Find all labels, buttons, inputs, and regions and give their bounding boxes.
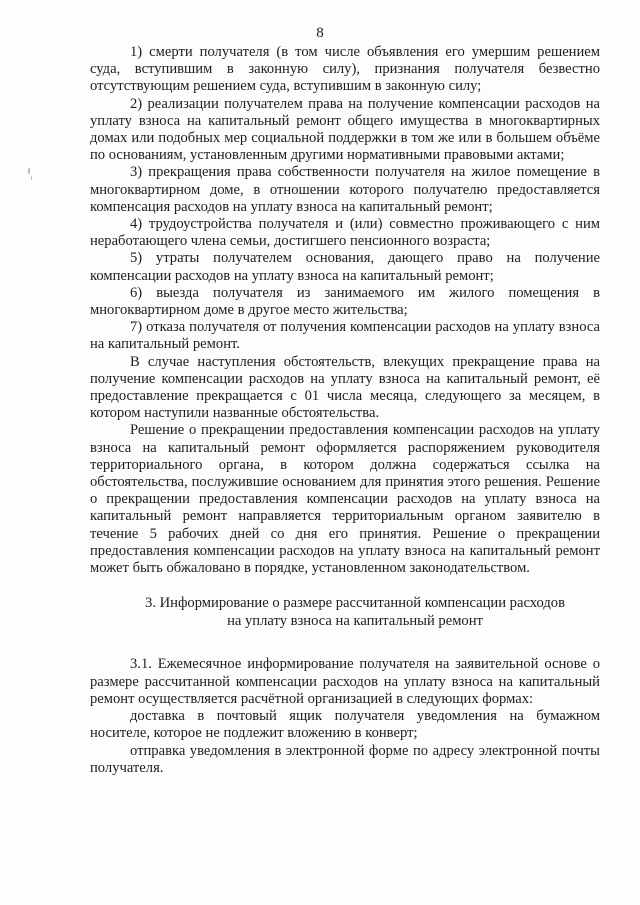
paragraph-item-5: 5) утраты получателем основания, дающего право на получение компенсации расходов на уплату взноса на капитальный ремонт;: [90, 250, 600, 284]
section-3-heading-line-1: 3. Информирование о размере рассчитанной компенсации расходов: [145, 595, 565, 612]
page-number: 8: [316, 25, 324, 41]
scan-mark: [28, 168, 30, 174]
paragraph-termination-decision: Решение о прекращении предоставления компенсации расходов на уплату взноса на капитальный ремонт оформляется распоряжением руководителя территориального органа, в котором должна содержаться ссылка на обстоятельства, послужившие основанием для принятия этого решения. Решение о прекращении предоставления компенсации расходов на уплату взноса на капитальный ремонт направляется территориальным органом заявителю в течение 5 рабочих дней со дня его принятия. Решение о прекращении предоставления компенсации расходов на уплату взноса на капитальный ремонт может быть обжаловано в порядке, установленном законодательством.: [90, 422, 600, 577]
paragraph-item-1: 1) смерти получателя (в том числе объявления его умершим решением суда, вступившим в законную силу), признания получателя безвестно отсутствующим решением суда, вступившим в законную силу;: [90, 44, 600, 95]
section-3-heading-line-2: на уплату взноса на капитальный ремонт: [227, 612, 483, 629]
paragraph-item-6: 6) выезда получателя из занимаемого им жилого помещения в многоквартирном доме в другое место жительства;: [90, 284, 600, 319]
paragraph-termination-date: В случае наступления обстоятельств, влекущих прекращение права на получение компенсации расходов на уплату взноса на капитальный ремонт, её предоставление прекращается с 01 числа месяца, следующего за месяцем, в котором наступили названные обстоятельства.: [90, 353, 600, 422]
paragraph-email-delivery: отправка уведомления в электронной форме по адресу электронной почты получателя.: [90, 742, 600, 776]
paragraph-mail-delivery: доставка в почтовый ящик получателя уведомления на бумажном носителе, которое не подлежит вложению в конверт;: [90, 708, 600, 742]
paragraph-item-7: 7) отказа получателя от получения компенсации расходов на уплату взноса на капитальный ремонт.: [90, 319, 600, 353]
paragraph-3-1: 3.1. Ежемесячное информирование получателя на заявительной основе о размере рассчитанной компенсации расходов на уплату взноса на капитальный ремонт осуществляется расчётной организацией в следующих формах:: [90, 656, 600, 707]
paragraph-item-3: 3) прекращения права собственности получателя на жилое помещение в многоквартирном доме, в отношении которого получателю предоставляется компенсация расходов на уплату взноса на капитальный ремонт;: [90, 164, 600, 215]
section-3-heading: [90, 595, 600, 630]
scan-mark: [31, 176, 32, 180]
paragraph-item-2: 2) реализации получателем права на получение компенсации расходов на уплату взноса на капитальный ремонт общего имущества в многоквартирных домах или подобных мер социальной поддержки в том же или в большем объёме по основаниям, установленным другими нормативными правовыми актами;: [90, 95, 600, 164]
document-body: [90, 44, 600, 777]
paragraph-item-4: 4) трудоустройства получателя и (или) совместно проживающего с ним неработающего члена семьи, достигшего пенсионного возраста;: [90, 216, 600, 250]
